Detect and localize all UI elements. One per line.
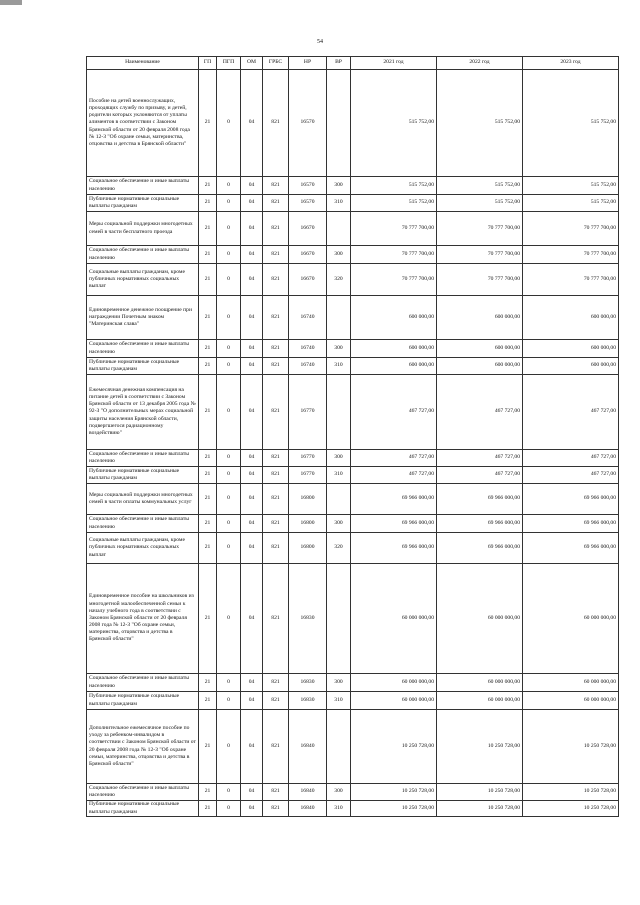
cell-amount-2023: 70 777 700,00 bbox=[523, 212, 619, 246]
cell-om: 04 bbox=[241, 212, 263, 246]
cell-amount-2021: 600 000,00 bbox=[351, 296, 437, 340]
cell-om: 04 bbox=[241, 467, 263, 484]
cell-om: 04 bbox=[241, 358, 263, 375]
cell-amount-2023: 467 727,00 bbox=[523, 375, 619, 450]
cell-amount-2022: 467 727,00 bbox=[437, 467, 523, 484]
cell-vr: 310 bbox=[327, 358, 351, 375]
cell-om: 04 bbox=[241, 533, 263, 564]
cell-vr: 320 bbox=[327, 533, 351, 564]
cell-amount-2022: 600 000,00 bbox=[437, 340, 523, 358]
cell-gp: 21 bbox=[199, 358, 217, 375]
cell-vr: 300 bbox=[327, 450, 351, 467]
cell-pgp: 0 bbox=[217, 564, 241, 674]
cell-amount-2021: 515 752,00 bbox=[351, 195, 437, 212]
cell-amount-2021: 60 000 000,00 bbox=[351, 564, 437, 674]
cell-name: Публичные нормативные социальные выплаты гражданам bbox=[87, 195, 199, 212]
cell-om: 04 bbox=[241, 340, 263, 358]
cell-amount-2021: 69 966 000,00 bbox=[351, 515, 437, 533]
cell-grbs: 821 bbox=[263, 674, 289, 692]
cell-amount-2022: 10 250 728,00 bbox=[437, 710, 523, 784]
cell-amount-2021: 10 250 728,00 bbox=[351, 801, 437, 817]
cell-gp: 21 bbox=[199, 450, 217, 467]
cell-vr: 300 bbox=[327, 674, 351, 692]
cell-amount-2022: 10 250 728,00 bbox=[437, 801, 523, 817]
cell-grbs: 821 bbox=[263, 533, 289, 564]
cell-vr: 320 bbox=[327, 264, 351, 296]
cell-amount-2022: 467 727,00 bbox=[437, 450, 523, 467]
cell-amount-2023: 69 966 000,00 bbox=[523, 533, 619, 564]
cell-grbs: 821 bbox=[263, 177, 289, 195]
cell-amount-2023: 60 000 000,00 bbox=[523, 692, 619, 710]
cell-nr: 16570 bbox=[289, 195, 327, 212]
cell-amount-2023: 515 752,00 bbox=[523, 70, 619, 177]
cell-name: Социальное обеспечение и иные выплаты населению bbox=[87, 450, 199, 467]
cell-vr: 300 bbox=[327, 177, 351, 195]
cell-amount-2023: 467 727,00 bbox=[523, 467, 619, 484]
cell-name: Меры социальной поддержки многодетных семей в части оплаты коммунальных услуг bbox=[87, 484, 199, 515]
cell-nr: 16740 bbox=[289, 340, 327, 358]
cell-amount-2021: 69 966 000,00 bbox=[351, 533, 437, 564]
cell-gp: 21 bbox=[199, 177, 217, 195]
table-row bbox=[87, 212, 619, 246]
cell-grbs: 821 bbox=[263, 212, 289, 246]
cell-gp: 21 bbox=[199, 692, 217, 710]
cell-grbs: 821 bbox=[263, 484, 289, 515]
cell-nr: 16800 bbox=[289, 533, 327, 564]
table-row bbox=[87, 692, 619, 710]
cell-amount-2023: 10 250 728,00 bbox=[523, 710, 619, 784]
cell-om: 04 bbox=[241, 784, 263, 801]
cell-name: Дополнительное ежемесячное пособие по уходу за ребенком-инвалидом в соответствии с Законом Брянской области от 20 февраля 2008 года № 12-З "Об охране семьи, материнства, отцовства и детства в Брянской области" bbox=[87, 710, 199, 784]
cell-amount-2022: 69 966 000,00 bbox=[437, 533, 523, 564]
cell-amount-2022: 70 777 700,00 bbox=[437, 246, 523, 264]
table-row bbox=[87, 450, 619, 467]
cell-amount-2021: 515 752,00 bbox=[351, 70, 437, 177]
cell-pgp: 0 bbox=[217, 692, 241, 710]
cell-amount-2023: 70 777 700,00 bbox=[523, 246, 619, 264]
header-vr: ВР bbox=[327, 57, 351, 70]
cell-amount-2022: 515 752,00 bbox=[437, 195, 523, 212]
cell-om: 04 bbox=[241, 801, 263, 817]
cell-pgp: 0 bbox=[217, 212, 241, 246]
cell-amount-2022: 69 966 000,00 bbox=[437, 515, 523, 533]
cell-pgp: 0 bbox=[217, 340, 241, 358]
cell-om: 04 bbox=[241, 515, 263, 533]
cell-nr: 16840 bbox=[289, 801, 327, 817]
cell-om: 04 bbox=[241, 375, 263, 450]
cell-gp: 21 bbox=[199, 533, 217, 564]
cell-name: Социальное обеспечение и иные выплаты населению bbox=[87, 177, 199, 195]
cell-pgp: 0 bbox=[217, 467, 241, 484]
cell-nr: 16830 bbox=[289, 692, 327, 710]
cell-amount-2022: 60 000 000,00 bbox=[437, 674, 523, 692]
cell-amount-2023: 10 250 728,00 bbox=[523, 801, 619, 817]
header-2023: 2023 год bbox=[523, 57, 619, 70]
header-om: ОМ bbox=[241, 57, 263, 70]
cell-amount-2021: 600 000,00 bbox=[351, 340, 437, 358]
cell-grbs: 821 bbox=[263, 467, 289, 484]
cell-name: Публичные нормативные социальные выплаты гражданам bbox=[87, 801, 199, 817]
header-nr: НР bbox=[289, 57, 327, 70]
cell-amount-2021: 70 777 700,00 bbox=[351, 212, 437, 246]
header-2022: 2022 год bbox=[437, 57, 523, 70]
cell-grbs: 821 bbox=[263, 264, 289, 296]
cell-nr: 16740 bbox=[289, 296, 327, 340]
cell-amount-2021: 10 250 728,00 bbox=[351, 710, 437, 784]
cell-pgp: 0 bbox=[217, 177, 241, 195]
table-row bbox=[87, 375, 619, 450]
table-row bbox=[87, 710, 619, 784]
table-row bbox=[87, 533, 619, 564]
cell-pgp: 0 bbox=[217, 784, 241, 801]
cell-vr bbox=[327, 375, 351, 450]
cell-amount-2022: 60 000 000,00 bbox=[437, 692, 523, 710]
cell-nr: 16830 bbox=[289, 564, 327, 674]
cell-gp: 21 bbox=[199, 564, 217, 674]
cell-grbs: 821 bbox=[263, 801, 289, 817]
cell-gp: 21 bbox=[199, 375, 217, 450]
cell-amount-2021: 515 752,00 bbox=[351, 177, 437, 195]
cell-vr: 310 bbox=[327, 801, 351, 817]
table-header bbox=[87, 57, 619, 70]
cell-name: Единовременное пособие на школьников из многодетной малообеспеченной семьи к началу учебного года в соответствии с Законом Брянской области от 20 февраля 2008 года № 12-З "Об охране семьи, материнства, отцовства и детства в Брянской области" bbox=[87, 564, 199, 674]
table-row bbox=[87, 467, 619, 484]
cell-vr bbox=[327, 710, 351, 784]
cell-pgp: 0 bbox=[217, 515, 241, 533]
cell-amount-2021: 70 777 700,00 bbox=[351, 246, 437, 264]
cell-gp: 21 bbox=[199, 710, 217, 784]
cell-grbs: 821 bbox=[263, 784, 289, 801]
cell-amount-2021: 600 000,00 bbox=[351, 358, 437, 375]
cell-grbs: 821 bbox=[263, 564, 289, 674]
cell-pgp: 0 bbox=[217, 246, 241, 264]
cell-amount-2023: 60 000 000,00 bbox=[523, 674, 619, 692]
cell-amount-2023: 515 752,00 bbox=[523, 195, 619, 212]
cell-name: Социальное обеспечение и иные выплаты населению bbox=[87, 246, 199, 264]
cell-name: Пособие на детей военнослужащих, проходящих службу по призыву, и детей, родители которых уклоняются от уплаты алиментов в соответствии с Законом Брянской области от 20 февраля 2008 года № 12-З "Об охране семьи, материнства, отцовства и детства в Брянской области" bbox=[87, 70, 199, 177]
cell-vr: 300 bbox=[327, 784, 351, 801]
cell-name: Социальное обеспечение и иные выплаты населению bbox=[87, 340, 199, 358]
cell-name: Социальное обеспечение и иные выплаты населению bbox=[87, 784, 199, 801]
cell-grbs: 821 bbox=[263, 515, 289, 533]
cell-name: Меры социальной поддержки многодетных семей в части бесплатного проезда bbox=[87, 212, 199, 246]
table-row bbox=[87, 801, 619, 817]
cell-pgp: 0 bbox=[217, 358, 241, 375]
cell-pgp: 0 bbox=[217, 264, 241, 296]
cell-nr: 16830 bbox=[289, 674, 327, 692]
cell-amount-2023: 600 000,00 bbox=[523, 358, 619, 375]
cell-name: Публичные нормативные социальные выплаты гражданам bbox=[87, 358, 199, 375]
cell-gp: 21 bbox=[199, 674, 217, 692]
cell-amount-2021: 60 000 000,00 bbox=[351, 692, 437, 710]
cell-om: 04 bbox=[241, 710, 263, 784]
cell-gp: 21 bbox=[199, 467, 217, 484]
cell-name: Ежемесячная денежная компенсация на питание детей в соответствии с Законом Брянской области от 13 декабря 2005 года № 92-З "О дополнительных мерах социальной защиты населения Брянской области, подвергшегося радиационному воздействию" bbox=[87, 375, 199, 450]
cell-amount-2023: 467 727,00 bbox=[523, 450, 619, 467]
cell-nr: 16770 bbox=[289, 467, 327, 484]
cell-name: Социальное обеспечение и иные выплаты населению bbox=[87, 674, 199, 692]
cell-pgp: 0 bbox=[217, 674, 241, 692]
budget-table bbox=[86, 56, 619, 817]
cell-name: Публичные нормативные социальные выплаты гражданам bbox=[87, 692, 199, 710]
table-row bbox=[87, 70, 619, 177]
cell-gp: 21 bbox=[199, 296, 217, 340]
cell-nr: 16840 bbox=[289, 784, 327, 801]
cell-amount-2021: 69 966 000,00 bbox=[351, 484, 437, 515]
table-row bbox=[87, 246, 619, 264]
table-row bbox=[87, 484, 619, 515]
cell-grbs: 821 bbox=[263, 246, 289, 264]
cell-gp: 21 bbox=[199, 340, 217, 358]
cell-vr: 300 bbox=[327, 515, 351, 533]
table-row bbox=[87, 674, 619, 692]
cell-grbs: 821 bbox=[263, 70, 289, 177]
cell-vr: 300 bbox=[327, 246, 351, 264]
cell-pgp: 0 bbox=[217, 296, 241, 340]
table-row bbox=[87, 340, 619, 358]
cell-amount-2023: 60 000 000,00 bbox=[523, 564, 619, 674]
cell-pgp: 0 bbox=[217, 533, 241, 564]
cell-grbs: 821 bbox=[263, 296, 289, 340]
cell-vr bbox=[327, 484, 351, 515]
cell-gp: 21 bbox=[199, 70, 217, 177]
cell-om: 04 bbox=[241, 692, 263, 710]
table-row bbox=[87, 564, 619, 674]
cell-gp: 21 bbox=[199, 264, 217, 296]
cell-om: 04 bbox=[241, 564, 263, 674]
cell-om: 04 bbox=[241, 450, 263, 467]
cell-om: 04 bbox=[241, 296, 263, 340]
cell-nr: 16740 bbox=[289, 358, 327, 375]
cell-nr: 16770 bbox=[289, 450, 327, 467]
cell-vr: 310 bbox=[327, 195, 351, 212]
cell-amount-2021: 467 727,00 bbox=[351, 375, 437, 450]
cell-nr: 16570 bbox=[289, 177, 327, 195]
cell-om: 04 bbox=[241, 177, 263, 195]
cell-pgp: 0 bbox=[217, 801, 241, 817]
cell-name: Единовременное денежное поощрение при награждении Почетным знаком "Материнская слава" bbox=[87, 296, 199, 340]
header-grbs: ГРБС bbox=[263, 57, 289, 70]
cell-amount-2022: 467 727,00 bbox=[437, 375, 523, 450]
cell-gp: 21 bbox=[199, 515, 217, 533]
cell-amount-2023: 70 777 700,00 bbox=[523, 264, 619, 296]
header-2021: 2021 год bbox=[351, 57, 437, 70]
cell-grbs: 821 bbox=[263, 710, 289, 784]
cell-amount-2023: 515 752,00 bbox=[523, 177, 619, 195]
cell-amount-2023: 69 966 000,00 bbox=[523, 484, 619, 515]
cell-name: Социальное обеспечение и иные выплаты населению bbox=[87, 515, 199, 533]
cell-om: 04 bbox=[241, 674, 263, 692]
table-row bbox=[87, 195, 619, 212]
table-row bbox=[87, 784, 619, 801]
cell-name: Публичные нормативные социальные выплаты гражданам bbox=[87, 467, 199, 484]
cell-amount-2022: 515 752,00 bbox=[437, 70, 523, 177]
cell-om: 04 bbox=[241, 246, 263, 264]
cell-amount-2022: 69 966 000,00 bbox=[437, 484, 523, 515]
cell-amount-2021: 467 727,00 bbox=[351, 467, 437, 484]
cell-gp: 21 bbox=[199, 246, 217, 264]
cell-grbs: 821 bbox=[263, 375, 289, 450]
cell-pgp: 0 bbox=[217, 375, 241, 450]
cell-nr: 16840 bbox=[289, 710, 327, 784]
table-row bbox=[87, 296, 619, 340]
cell-amount-2022: 60 000 000,00 bbox=[437, 564, 523, 674]
page-number: 54 bbox=[317, 39, 323, 45]
cell-amount-2023: 600 000,00 bbox=[523, 296, 619, 340]
cell-nr: 16800 bbox=[289, 484, 327, 515]
header-row bbox=[87, 57, 619, 70]
header-name: Наименование bbox=[87, 57, 199, 70]
cell-nr: 16800 bbox=[289, 515, 327, 533]
cell-amount-2023: 69 966 000,00 bbox=[523, 515, 619, 533]
cell-nr: 16770 bbox=[289, 375, 327, 450]
header-pgp: ПГП bbox=[217, 57, 241, 70]
cell-amount-2022: 600 000,00 bbox=[437, 358, 523, 375]
cell-om: 04 bbox=[241, 264, 263, 296]
table-row bbox=[87, 177, 619, 195]
cell-grbs: 821 bbox=[263, 692, 289, 710]
cell-nr: 16670 bbox=[289, 264, 327, 296]
cell-grbs: 821 bbox=[263, 450, 289, 467]
cell-vr bbox=[327, 564, 351, 674]
cell-amount-2022: 70 777 700,00 bbox=[437, 212, 523, 246]
cell-name: Социальные выплаты гражданам, кроме публичных нормативных социальных выплат bbox=[87, 264, 199, 296]
cell-pgp: 0 bbox=[217, 484, 241, 515]
cell-gp: 21 bbox=[199, 784, 217, 801]
cell-gp: 21 bbox=[199, 212, 217, 246]
cell-vr bbox=[327, 70, 351, 177]
header-gp: ГП bbox=[199, 57, 217, 70]
cell-vr bbox=[327, 212, 351, 246]
cell-amount-2021: 70 777 700,00 bbox=[351, 264, 437, 296]
cell-gp: 21 bbox=[199, 195, 217, 212]
cell-amount-2021: 10 250 728,00 bbox=[351, 784, 437, 801]
cell-amount-2022: 600 000,00 bbox=[437, 296, 523, 340]
cell-gp: 21 bbox=[199, 484, 217, 515]
cell-nr: 16570 bbox=[289, 70, 327, 177]
cell-amount-2021: 467 727,00 bbox=[351, 450, 437, 467]
table-row bbox=[87, 264, 619, 296]
table-row bbox=[87, 515, 619, 533]
cell-amount-2022: 10 250 728,00 bbox=[437, 784, 523, 801]
cell-om: 04 bbox=[241, 195, 263, 212]
cell-om: 04 bbox=[241, 70, 263, 177]
cell-amount-2021: 60 000 000,00 bbox=[351, 674, 437, 692]
cell-grbs: 821 bbox=[263, 358, 289, 375]
cell-amount-2023: 600 000,00 bbox=[523, 340, 619, 358]
cell-grbs: 821 bbox=[263, 340, 289, 358]
table-row bbox=[87, 358, 619, 375]
cell-amount-2023: 10 250 728,00 bbox=[523, 784, 619, 801]
cell-om: 04 bbox=[241, 484, 263, 515]
cell-pgp: 0 bbox=[217, 70, 241, 177]
table-body bbox=[87, 70, 619, 817]
cell-vr: 310 bbox=[327, 692, 351, 710]
cell-grbs: 821 bbox=[263, 195, 289, 212]
cell-nr: 16670 bbox=[289, 212, 327, 246]
scan-corner-mark bbox=[0, 0, 22, 5]
cell-amount-2022: 70 777 700,00 bbox=[437, 264, 523, 296]
cell-name: Социальные выплаты гражданам, кроме публичных нормативных социальных выплат bbox=[87, 533, 199, 564]
cell-pgp: 0 bbox=[217, 195, 241, 212]
cell-gp: 21 bbox=[199, 801, 217, 817]
cell-vr: 300 bbox=[327, 340, 351, 358]
cell-pgp: 0 bbox=[217, 710, 241, 784]
cell-vr: 310 bbox=[327, 467, 351, 484]
cell-pgp: 0 bbox=[217, 450, 241, 467]
cell-nr: 16670 bbox=[289, 246, 327, 264]
cell-vr bbox=[327, 296, 351, 340]
cell-amount-2022: 515 752,00 bbox=[437, 177, 523, 195]
